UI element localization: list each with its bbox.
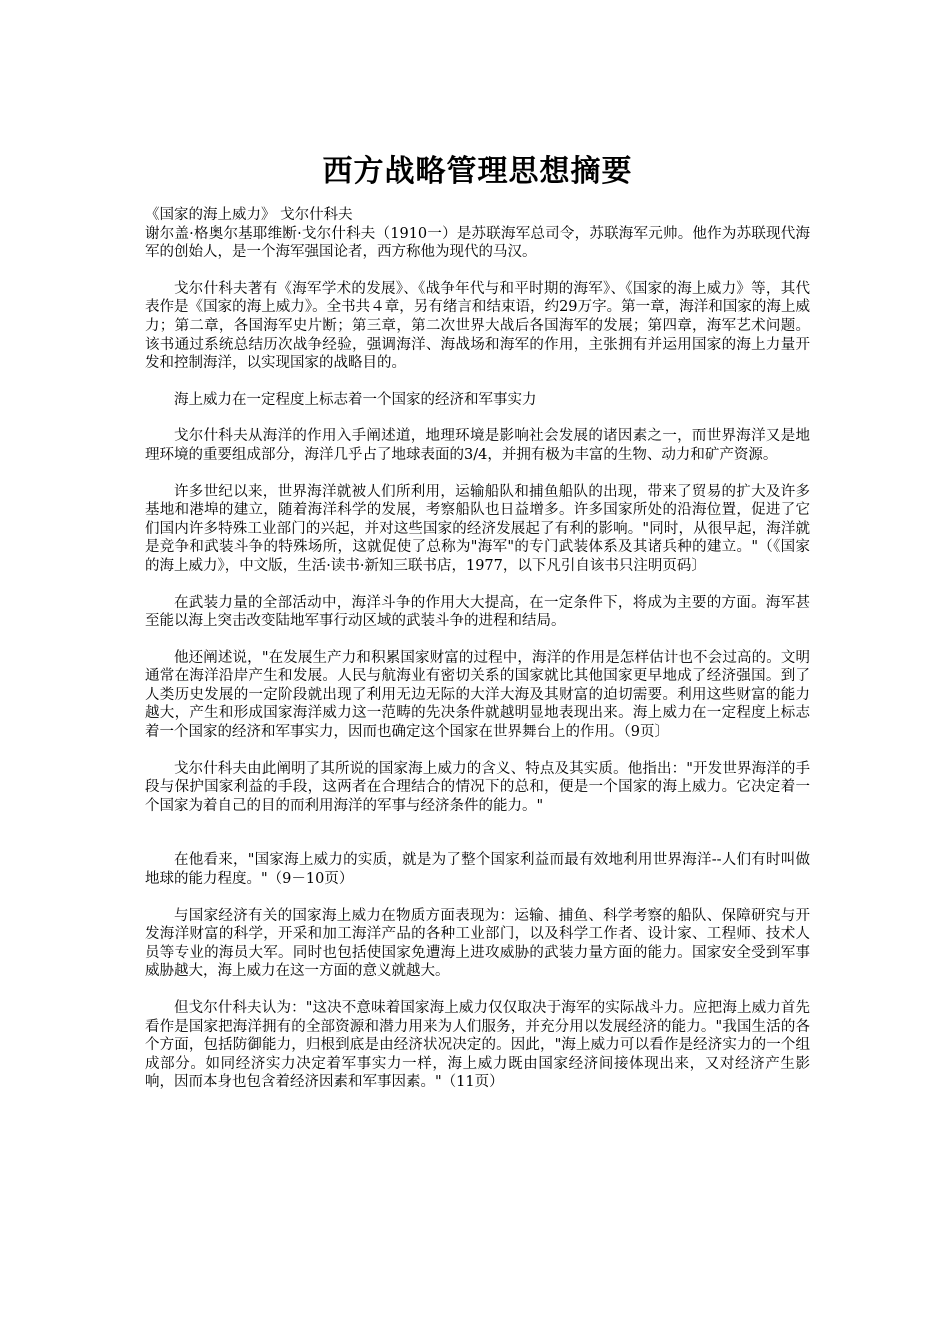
paragraph-works: 戈尔什科夫著有《海军学术的发展》、《战争年代与和平时期的海军》、《国家的海上威力》等，其代表作是《国家的海上威力》。全书共４章，另有绪言和结束语，约29万字。第一章，海洋和国家的海上威力；第二章，各国海军史片断；第三章，第二次世界大战后各国海军的发展；第四章，海军艺术问题。该书通过系统总结历次战争经验，强调海洋、海战场和海军的作用，主张拥有并运用国家的海上力量开发和控制海洋，以实现国家的战略目的。: [145, 280, 810, 372]
paragraph-armed-forces: 在武装力量的全部活动中，海洋斗争的作用大大提高，在一定条件下，将成为主要的方面。海军甚至能以海上突击改变陆地军事行动区域的武装斗争的进程和结局。: [145, 594, 810, 630]
document-title: 西方战略管理思想摘要: [322, 154, 633, 189]
paragraph-geography: 戈尔什科夫从海洋的作用入手阐述道，地理环境是影响社会发展的诸因素之一，而世界海洋又是地理环境的重要组成部分，海洋几乎占了地球表面的3/4，并拥有极为丰富的生物、动力和矿产资源。: [145, 428, 810, 463]
document-body: [145, 206, 810, 1092]
paragraph-economy: 与国家经济有关的国家海上威力在物质方面表现为：运输、捕鱼、科学考察的船队、保障研究与开发海洋财富的科学，开采和加工海洋产品的各种工业部门，以及科学工作者、设计家、工程师、技术人员等专业的海员大军。同时也包括使国家免遭海上进攻威胁的武装力量方面的能力。国家安全受到军事威胁越大，海上威力在这一方面的意义就越大。: [145, 907, 810, 980]
paragraph-conclusion: 但戈尔什科夫认为："这决不意味着国家海上威力仅仅取决于海军的实际战斗力。应把海上威力首先看作是国家把海洋拥有的全部资源和潜力用来为人们服务，并充分用以发展经济的能力。"我国生活的各个方面，包括防御能力，归根到底是由经济状况决定的。因此，"海上威力可以看作是经济实力的一个组成部分。如同经济实力决定着军事实力一样，海上威力既由国家经济间接体现出来，又对经济产生影响，因而本身也包含着经济因素和军事因素。"（11页）: [145, 1000, 810, 1091]
paragraph-essence: 在他看来，"国家海上威力的实质，就是为了整个国家利益而最有效地利用世界海洋--人们有时叫做地球的能力程度。"（9－10页）: [145, 852, 810, 888]
section-heading: 海上威力在一定程度上标志着一个国家的经济和军事实力: [174, 391, 537, 408]
book-title-line: 《国家的海上威力》 戈尔什科夫: [145, 207, 353, 223]
paragraph-definition: 戈尔什科夫由此阐明了其所说的国家海上威力的含义、特点及其实质。他指出："开发世界海洋的手段与保护国家利益的手段，这两者在合理结合的情况下的总和，便是一个国家的海上威力。它决定着一个国家为着自己的目的而利用海洋的军事与经济条件的能力。": [145, 760, 810, 814]
paragraph-wealth: 他还阐述说，"在发展生产力和积累国家财富的过程中，海洋的作用是怎样估计也不会过高的。文明通常在海洋沿岸产生和发展。人民与航海业有密切关系的国家就比其他国家更早地成了经济强国。到了人类历史发展的一定阶段就出现了利用无边无际的大洋大海及其财富的迫切需要。利用这些财富的能力越大，产生和形成国家海洋威力这一范畴的先决条件就越明显地表现出来。海上威力在一定程度上标志着一个国家的经济和军事实力，因而也确定这个国家在世界舞台上的作用。（9页〕: [145, 649, 810, 741]
author-intro: 谢尔盖·格奥尔基耶维断·戈尔什科夫（1910一）是苏联海军总司令，苏联海军元帅。他作为苏联现代海军的创始人，是一个海军强国论者，西方称他为现代的马汉。: [145, 225, 810, 261]
paragraph-history: 许多世纪以来，世界海洋就被人们所利用，运输船队和捕鱼船队的出现，带来了贸易的扩大及许多基地和港埠的建立，随着海洋科学的发展，考察船队也日益增多。许多国家所处的沿海位置，促进了它们国内许多特殊工业部门的兴起，并对这些国家的经济发展起了有利的影响。"同时，从很早起，海洋就是竞争和武装斗争的特殊场所，这就促使了总称为"海军"的专门武装体系及其诸兵种的建立。"（《国家的海上威力》，中文版，生活·读书·新知三联书店，1977，以下凡引自该书只注明页码〕: [145, 483, 810, 574]
